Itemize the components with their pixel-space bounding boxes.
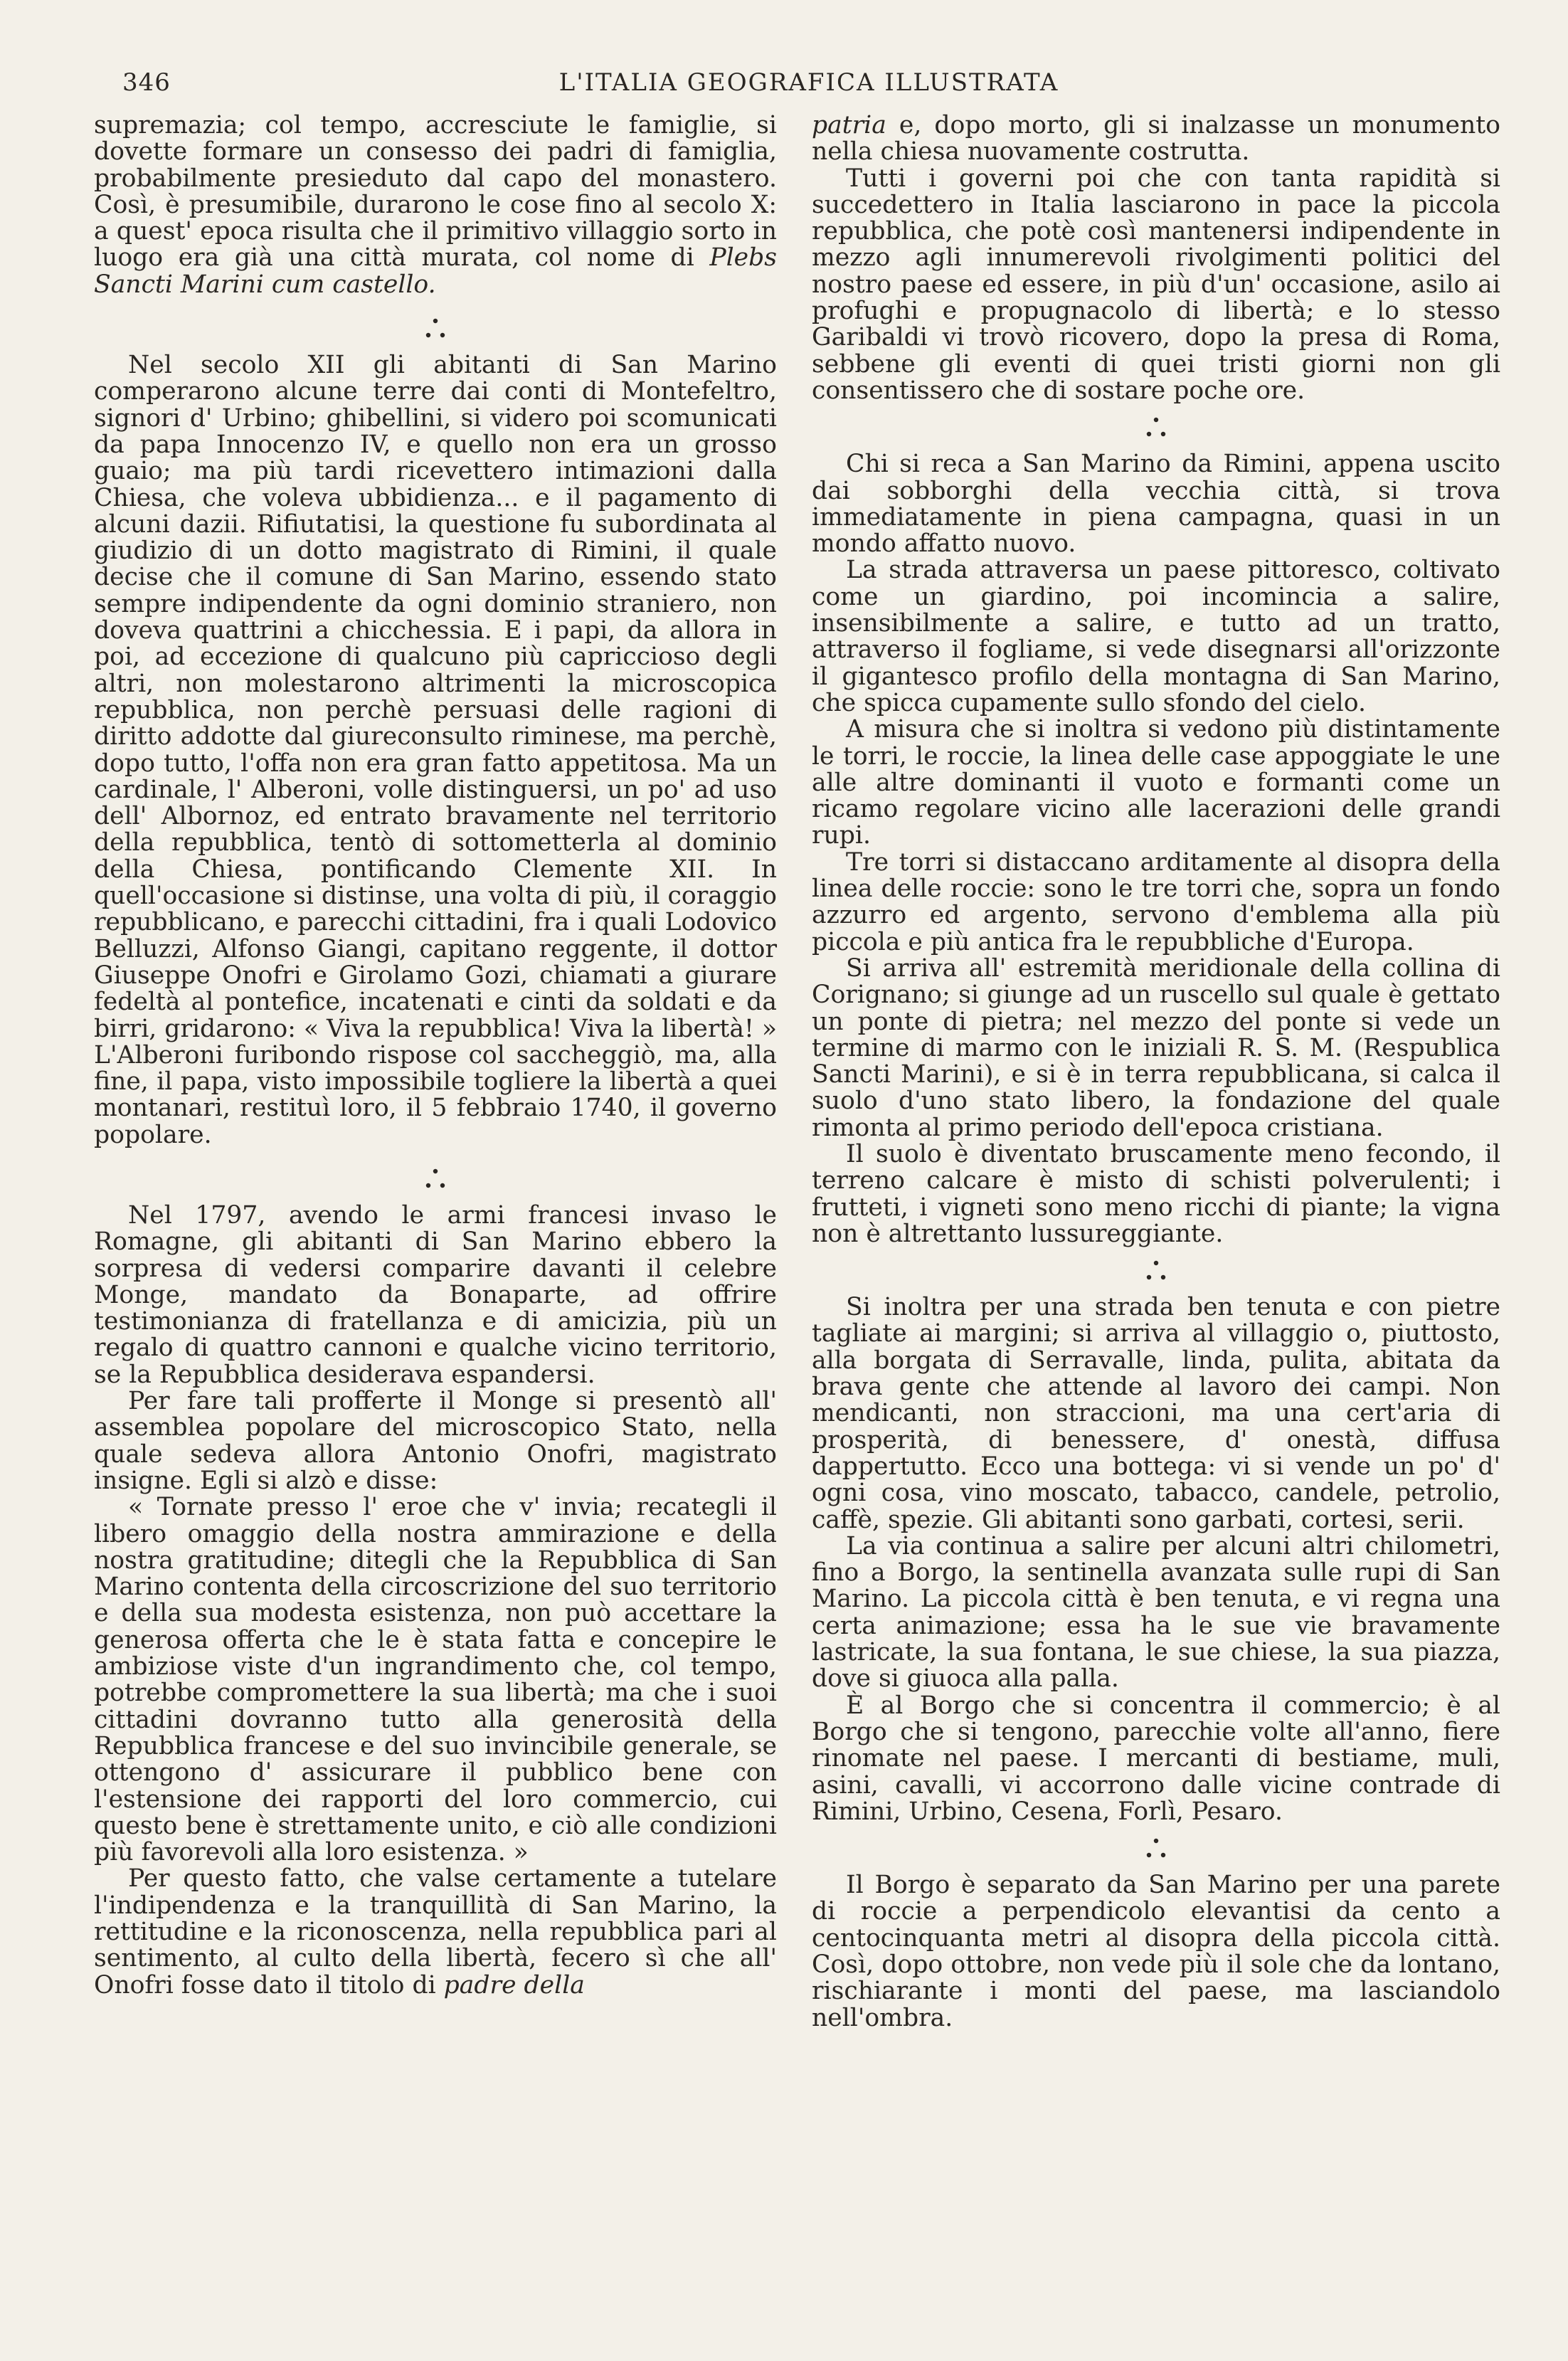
quotation: « Tornate presso l' eroe che v' invia; recategli il libero omaggio della nostra ammirazione e della nostra gratitudine; ditegli che la Repubblica di San Marino contenta della circoscrizione del suo territorio e della sua modesta esistenza, non può accettare la generosa offerta che le è stata fatta e concepire le ambiziose viste d'un ingrandimento che, col tempo, potrebbe compromettere la sua libertà; ma che i suoi cittadini dovranno tutto alla generosità della Repubblica francese e del suo invincibile generale, se ottengono d' assicurare il pubblico bene con l'estensione dei rapporti del loro commercio, cui questo bene è strettamente unito, e ciò alle condizioni più favorevoli alla loro esistenza. » xyxy=(94,1493,777,1867)
paragraph: Si arriva all' estremità meridionale della collina di Corignano; si giunge ad un ruscello sul quale è gettato un ponte di pietra; nel mezzo del ponte si vede un termine di marmo con le iniziali R. S. M. (Respublica Sancti Marini), e si è in terra repubblicana, si calca il suolo d'uno stato libero, la fondazione del quale rimonta al primo periodo dell'epoca cristiana. xyxy=(812,954,1500,1142)
section-divider-icon xyxy=(1142,1259,1170,1283)
right-column xyxy=(812,112,1500,2032)
section-divider-icon xyxy=(1142,416,1170,440)
paragraph xyxy=(94,112,777,298)
paragraph: Tutti i governi poi che con tanta rapidità si succedettero in Italia lasciarono in pace la piccola repubblica, che potè così mantenersi indipendente in mezzo agli innumerevoli rivolgimenti politici del nostro paese ed essere, in più d'un' occasione, asilo ai profughi e propugnacolo di libertà; e lo stesso Garibaldi vi trovò ricovero, dopo la presa di Roma, sebbene gli eventi di quei tristi giorni non gli consentissero che di sostare poche ore. xyxy=(812,164,1500,405)
section-divider-icon xyxy=(421,1167,450,1191)
paragraph xyxy=(94,1866,777,1998)
italic-text: patria xyxy=(812,111,886,139)
section-divider-icon xyxy=(421,317,450,341)
paragraph: Il suolo è diventato bruscamente meno fecondo, il terreno calcare è misto di schisti polverulenti; i frutteti, i vigneti sono meno ricchi di piante; la vigna non è altrettanto lussureggiante. xyxy=(812,1139,1500,1248)
paragraph: Nel secolo XII gli abitanti di San Marino comperarono alcune terre dai conti di Montefeltro, signori d' Urbino; ghibellini, si videro poi scomunicati da papa Innocenzo IV, e quello non era un grosso guaio; ma più tardi ricevettero intimazioni dalla Chiesa, che voleva ubbidienza... e il pagamento di alcuni dazii. Rifiutatisi, la questione fu subordinata al giudizio di un dotto magistrato di Rimini, il quale decise che il comune di San Marino, essendo stato sempre indipendente da ogni dominio straniero, non doveva quattrini a chicchessia. E i papi, da allora in poi, ad eccezione di qualcuno più capriccioso degli altri, non molestarono altrimenti la microscopica repubblica, non perchè persuasi delle ragioni di diritto addotte dal giureconsulto riminese, ma perchè, dopo tutto, l'offa non era gran fatto appetitosa. Ma un cardinale, l' Alberoni, volle distinguersi, un po' ad uso dell' Albornoz, ed entrato bravamente nel territorio della repubblica, tentò di sottometterla al dominio della Chiesa, pontificando Clemente XII. In quell'occasione si distinse, una volta di più, il coraggio repubblicano, e parecchi cittadini, fra i quali Lodovico Belluzzi, Alfonso Giangi, capitano reggente, il dottor Giuseppe Onofri e Girolamo Gozi, chiamati a giurare fedeltà al pontefice, incatenati e cinti da soldati e da birri, gridarono: « Viva la repubblica! Viva la libertà! » L'Alberoni furibondo rispose col saccheggiò, ma, alla fine, il papa, visto impossibile togliere la libertà a quei montanari, restituì loro, il 5 febbraio 1740, il governo popolare. xyxy=(94,351,777,1149)
paragraph: Per fare tali profferte il Monge si presentò all' assemblea popolare del microscopico Stato, nella quale sedeva allora Antonio Onofri, magistrato insigne. Egli si alzò e disse: xyxy=(94,1387,777,1495)
page-number: 346 xyxy=(122,68,171,97)
paragraph: Tre torri si distaccano arditamente al disopra della linea delle roccie: sono le tre torri che, sopra un fondo azzurro ed argento, servono d'emblema alla più piccola e più antica fra le repubbliche d'Europa. xyxy=(812,847,1500,956)
paragraph-text: Per questo fatto, che valse certamente a tutelare l'indipendenza e la tranquillità di San Marino, la rettitudine e la riconoscenza, nella repubblica pari al sentimento, al culto della libertà, fecero sì che all' Onofri fosse dato il titolo di xyxy=(94,1864,777,2000)
paragraph: Si inoltra per una strada ben tenuta e con pietre tagliate ai margini; si arriva al villaggio o, piuttosto, alla borgata di Serravalle, linda, pulita, abitata da brava gente che attende al lavoro dei campi. Non mendicanti, non straccioni, ma una cert'aria di prosperità, di benessere, d' onestà, diffusa dappertutto. Ecco una bottega: vi si vende un po' d' ogni cosa, vino moscato, tabacco, candele, petrolio, caffè, spezie. Gli abitanti sono garbati, cortesi, serii. xyxy=(812,1293,1500,1534)
italic-text: padre della xyxy=(443,1970,585,2000)
paragraph: A misura che si inoltra si vedono più distintamente le torri, le roccie, la linea delle case appoggiate le une alle altre dominanti il vuoto e formanti come un ricamo regolare vicino alle lacerazioni delle grandi rupi. xyxy=(812,715,1500,850)
paragraph: Nel 1797, avendo le armi francesi invaso le Romagne, gli abitanti di San Marino ebbero la sorpresa di vedersi comparire davanti il celebre Monge, mandato da Bonaparte, ad offrire testimonianza di fratellanza e di amicizia, più un regalo di quattro cannoni e qualche vicino territorio, se la Repubblica desiderava espandersi. xyxy=(94,1200,777,1389)
paragraph: Chi si reca a San Marino da Rimini, appena uscito dai sobborghi della vecchia città, si trova immediatamente in piena campagna, quasi in un mondo affatto nuovo. xyxy=(812,450,1500,559)
paragraph: La strada attraversa un paese pittoresco, coltivato come un giardino, poi incomincia a salire, insensibilmente a salire, e tutto ad un tratto, attraverso il fogliame, si vede disegnarsi all'orizzonte il gigantesco profilo della montagna di San Marino, che spicca cupamente sullo sfondo del cielo. xyxy=(812,556,1500,717)
paragraph-text: supremazia; col tempo, accresciute le famiglie, si dovette formare un consesso dei padri di famiglia, probabilmente presieduto dal capo del monastero. Così, è presumibile, durarono le cose fino al secolo X: a quest' epoca risulta che il primitivo villaggio sorto in luogo era già una città murata, col nome di xyxy=(94,111,777,273)
left-column xyxy=(94,112,777,1999)
page-header xyxy=(121,64,1497,107)
paragraph: La via continua a salire per alcuni altri chilometri, fino a Borgo, la sentinella avanzata sulle rupi di San Marino. La piccola città è ben tenuta, e vi regna una certa animazione; essa ha le sue vie bravamente lastricate, la sua fontana, le sue chiese, la sua piazza, dove si giuoca alla palla. xyxy=(812,1531,1500,1694)
running-title: L'ITALIA GEOGRAFICA ILLUSTRATA xyxy=(558,68,1059,97)
paragraph: Il Borgo è separato da San Marino per una parete di roccie a perpendicolo elevantisi da cento a centocinquanta metri al disopra della piccola città. Così, dopo ottobre, non vede più il sole che da lontano, rischiarante i monti del paese, ma lasciandolo nell'ombra. xyxy=(812,1871,1500,2032)
paragraph xyxy=(812,112,1500,166)
paragraph-text: e, dopo morto, gli si inalzasse un monumento nella chiesa nuovamente costrutta. xyxy=(812,111,1501,167)
section-divider-icon xyxy=(1142,1837,1170,1861)
paragraph: È al Borgo che si concentra il commercio; è al Borgo che si tengono, parecchie volte all'anno, fiere rinomate nel paese. I mercanti di bestiame, muli, asini, cavalli, vi accorrono dalle vicine contrade di Rimini, Urbino, Cesena, Forlì, Pesaro. xyxy=(812,1691,1500,1826)
italic-text: Plebs Sancti Marini cum castello. xyxy=(94,243,777,299)
